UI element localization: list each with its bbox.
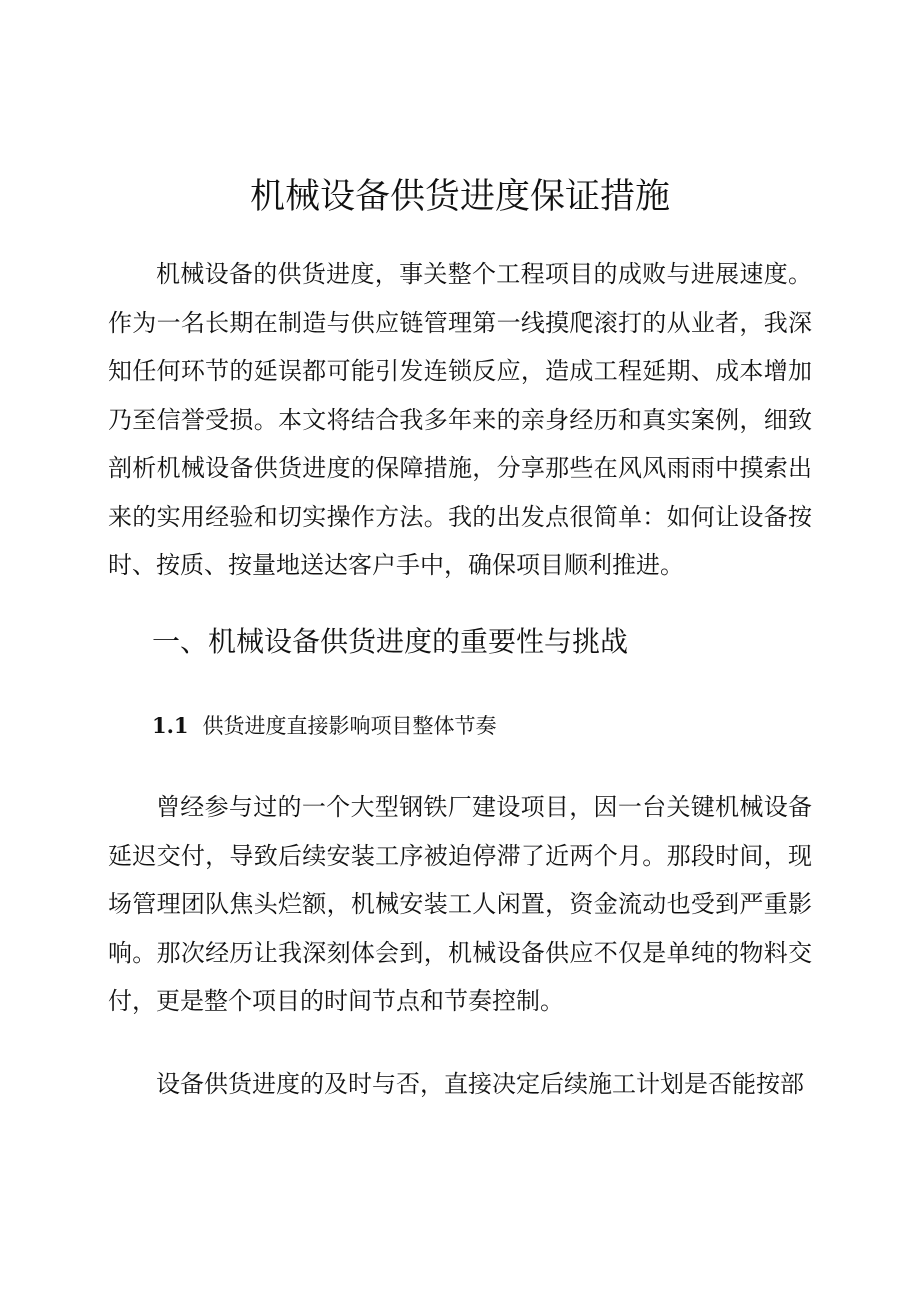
- document-title: 机械设备供货进度保证措施: [249, 177, 670, 217]
- subsection-heading: [152, 708, 497, 744]
- subsection-number: 1.1: [152, 713, 189, 738]
- body-paragraph: 曾经参与过的一个大型钢铁厂建设项目，因一台关键机械设备延迟交付，导致后续安装工序被迫停滞了近两个月。那段时间，现场管理团队焦头烂额，机械安装工人闲置，资金流动也受到严重影响。那次经历让我深刻体会到，机械设备供应不仅是单纯的物料交付，更是整个项目的时间节点和节奏控制。: [108, 793, 812, 1015]
- body-paragraph: 设备供货进度的及时与否，直接决定后续施工计划是否能按部: [156, 1070, 804, 1098]
- subsection-heading-text: 供货进度直接影响项目整体节奏: [202, 714, 497, 738]
- section-heading: 一、机械设备供货进度的重要性与挑战: [152, 625, 629, 658]
- intro-paragraph: 机械设备的供货进度，事关整个工程项目的成败与进展速度。作为一名长期在制造与供应链管理第一线摸爬滚打的从业者，我深知任何环节的延误都可能引发连锁反应，造成工程延期、成本增加乃至信誉受损。本文将结合我多年来的亲身经历和真实案例，细致剖析机械设备供货进度的保障措施，分享那些在风风雨雨中摸索出来的实用经验和切实操作方法。我的出发点很简单：如何让设备按时、按质、按量地送达客户手中，确保项目顺利推进。: [108, 260, 812, 579]
